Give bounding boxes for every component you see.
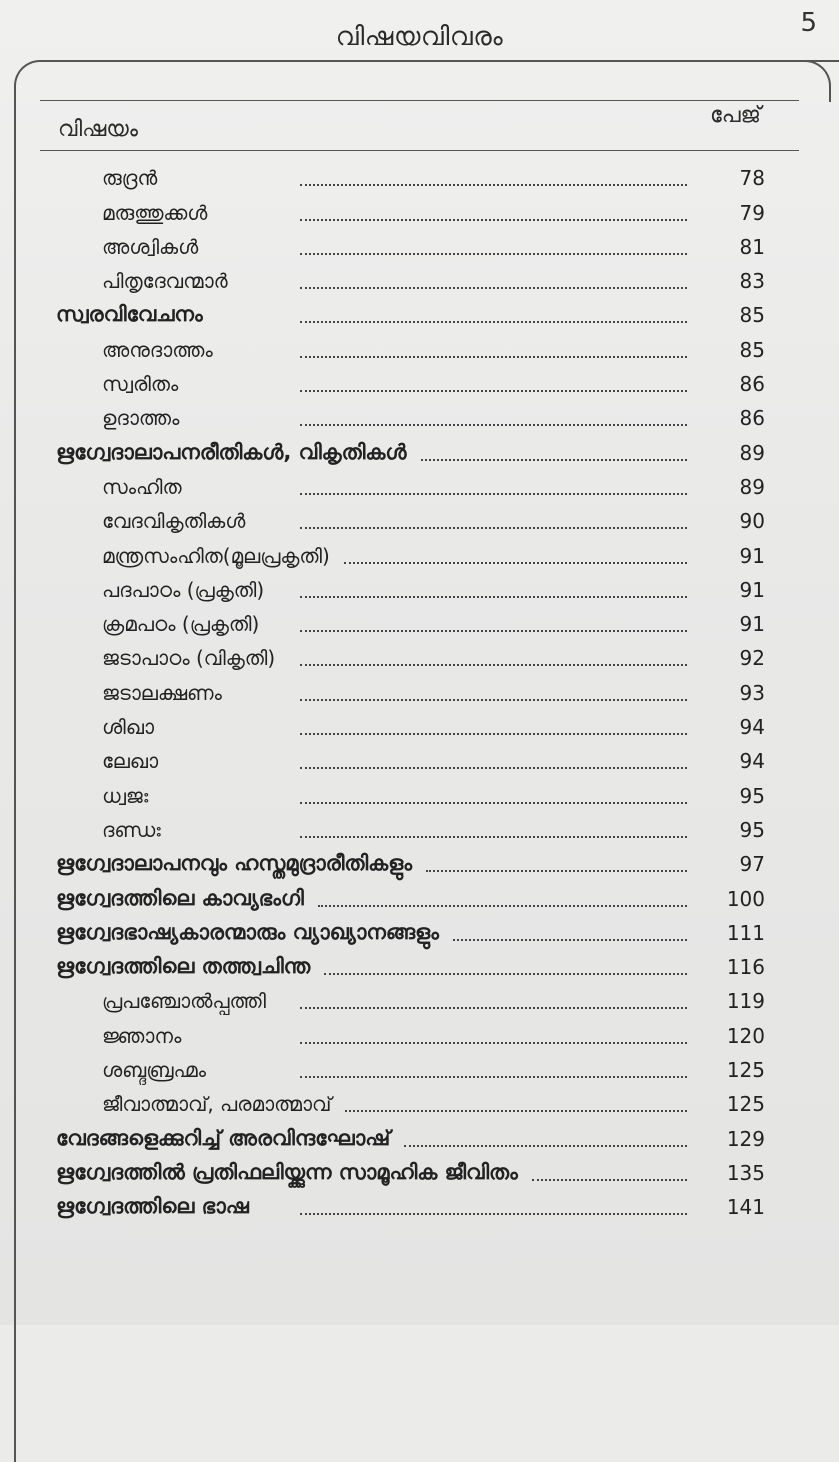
toc-page-number: 91	[739, 612, 765, 637]
toc-entry-label: വേദവികൃതികൾ	[102, 509, 246, 534]
toc-section-entry	[0, 1086, 839, 1120]
toc-page-number: 91	[739, 543, 765, 568]
toc-leader-dots	[300, 1213, 687, 1215]
toc-entry-label: സ്വരവിവേചനം	[56, 302, 203, 327]
toc-leader-dots	[426, 870, 687, 872]
toc-entry-label: മന്ത്രസംഹിത(മൂലപ്രകൃതി)	[102, 543, 330, 568]
toc-section-entry	[0, 674, 839, 708]
toc-entry-label: ഉദാത്തം	[102, 406, 180, 431]
toc-page-number: 100	[726, 886, 765, 911]
toc-entry-label: പിതൃദേവന്മാർ	[102, 269, 228, 294]
toc-leader-dots	[300, 493, 687, 495]
toc-leader-dots	[300, 287, 687, 289]
toc-leader-dots	[300, 356, 687, 358]
toc-entry-label: പദപാഠം (പ്രകൃതി)	[102, 577, 265, 602]
toc-page-number: 97	[739, 852, 765, 877]
toc-leader-dots	[300, 1042, 687, 1044]
toc-page-number: 86	[739, 406, 765, 431]
toc-entry-label: ലേഖാ	[102, 749, 159, 774]
toc-chapter-entry	[0, 846, 839, 880]
toc-leader-dots	[453, 939, 687, 941]
toc-leader-dots	[300, 596, 687, 598]
toc-chapter-entry	[0, 1189, 839, 1223]
toc-page-number: 95	[739, 783, 765, 808]
toc-leader-dots	[300, 767, 687, 769]
table-of-contents	[0, 160, 839, 1223]
toc-page-number: 125	[726, 1058, 765, 1083]
toc-leader-dots	[345, 1110, 687, 1112]
toc-section-entry	[0, 640, 839, 674]
column-header-page: പേജ്	[709, 103, 761, 128]
toc-page-number: 129	[726, 1126, 765, 1151]
toc-section-entry	[0, 503, 839, 537]
toc-section-entry	[0, 572, 839, 606]
toc-entry-label: ഋഗ്വേദത്തിലെ തത്ത്വചിന്ത	[56, 954, 311, 979]
toc-leader-dots	[300, 321, 687, 323]
toc-section-entry	[0, 812, 839, 846]
toc-chapter-entry	[0, 949, 839, 983]
toc-page-number: 85	[739, 337, 765, 362]
toc-leader-dots	[300, 184, 687, 186]
toc-leader-dots	[300, 219, 687, 221]
toc-entry-label: പ്രപഞ്ചോൽപ്പത്തി	[102, 989, 266, 1014]
toc-leader-dots	[344, 562, 687, 564]
column-header-subject: വിഷയം	[58, 117, 138, 142]
toc-page-number: 90	[739, 509, 765, 534]
toc-entry-label: ജടാപാഠം (വികൃതി)	[102, 646, 276, 671]
toc-leader-dots	[300, 733, 687, 735]
toc-chapter-entry	[0, 1155, 839, 1189]
toc-entry-label: ഋഗ്വേദാലാപനവും ഹസ്തമുദ്രാരീതികളും	[56, 851, 412, 876]
page-number: 5	[800, 8, 817, 38]
toc-page-number: 78	[739, 166, 765, 191]
toc-entry-label: ഋഗ്വേദത്തിൽ പ്രതിഫലിയ്ക്കുന്ന സാമൂഹിക ജീവിതം	[56, 1159, 518, 1184]
toc-leader-dots	[300, 390, 687, 392]
toc-page-number: 92	[739, 646, 765, 671]
toc-entry-label: അശ്വികൾ	[102, 234, 199, 259]
toc-page-number: 94	[739, 749, 765, 774]
toc-page-number: 94	[739, 715, 765, 740]
toc-entry-label: ഋഗ്വേദത്തിലെ കാവ്യഭംഗി	[56, 885, 304, 910]
toc-leader-dots	[318, 905, 687, 907]
toc-entry-label: മരുത്തുക്കൾ	[102, 200, 208, 225]
toc-page-number: 89	[739, 474, 765, 499]
toc-section-entry	[0, 331, 839, 365]
toc-page-number: 83	[739, 269, 765, 294]
toc-section-entry	[0, 160, 839, 194]
toc-entry-label: ധ്വജഃ	[102, 783, 149, 808]
toc-section-entry	[0, 537, 839, 571]
toc-leader-dots	[532, 1179, 687, 1181]
toc-entry-label: ശബ്ദബ്രഹ്മം	[102, 1058, 207, 1083]
toc-page-number: 135	[726, 1160, 765, 1185]
toc-page-number: 81	[739, 234, 765, 259]
toc-section-entry	[0, 366, 839, 400]
page-title: വിഷയവിവരം	[335, 22, 504, 52]
toc-section-entry	[0, 229, 839, 263]
toc-page-number: 86	[739, 372, 765, 397]
toc-entry-label: അനുദാത്തം	[102, 337, 213, 362]
toc-chapter-entry	[0, 915, 839, 949]
toc-leader-dots	[421, 459, 688, 461]
toc-page-number: 111	[726, 920, 765, 945]
toc-leader-dots	[300, 253, 687, 255]
toc-section-entry	[0, 1017, 839, 1051]
toc-entry-label: ജീവാത്മാവ്, പരമാത്മാവ്	[102, 1092, 332, 1117]
toc-leader-dots	[300, 802, 687, 804]
toc-entry-label: ഋഗ്വേദത്തിലെ ഭാഷ	[56, 1194, 249, 1219]
toc-leader-dots	[300, 1007, 687, 1009]
toc-page-number: 91	[739, 577, 765, 602]
toc-section-entry	[0, 1052, 839, 1086]
toc-page-number: 116	[726, 955, 765, 980]
toc-section-entry	[0, 983, 839, 1017]
toc-entry-label: ദണ്ഡഃ	[102, 817, 161, 842]
toc-page-number: 79	[739, 200, 765, 225]
toc-page-number: 95	[739, 817, 765, 842]
toc-chapter-entry	[0, 297, 839, 331]
toc-section-entry	[0, 194, 839, 228]
toc-section-entry	[0, 400, 839, 434]
toc-leader-dots	[404, 1145, 687, 1147]
toc-section-entry	[0, 469, 839, 503]
toc-leader-dots	[300, 1076, 687, 1078]
toc-entry-label: ശിഖാ	[102, 715, 155, 740]
toc-page-number: 141	[726, 1195, 765, 1220]
header-rule-top	[40, 100, 799, 101]
toc-leader-dots	[300, 836, 687, 838]
toc-page-number: 93	[739, 680, 765, 705]
toc-leader-dots	[300, 664, 687, 666]
toc-entry-label: സ്വരിതം	[102, 372, 179, 397]
toc-page-number: 120	[726, 1023, 765, 1048]
toc-page-number: 119	[726, 989, 765, 1014]
toc-entry-label: സംഹിത	[102, 474, 182, 499]
toc-leader-dots	[300, 699, 687, 701]
toc-section-entry	[0, 606, 839, 640]
toc-entry-label: ക്രമപഠം (പ്രകൃതി)	[102, 612, 260, 637]
toc-leader-dots	[300, 424, 687, 426]
toc-section-entry	[0, 743, 839, 777]
toc-section-entry	[0, 709, 839, 743]
header-rule-bottom	[40, 150, 799, 151]
toc-entry-label: ഋഗ്വേദാലാപനരീതികൾ, വികൃതികൾ	[56, 439, 407, 464]
toc-chapter-entry	[0, 1120, 839, 1154]
toc-entry-label: ജടാലക്ഷണം	[102, 680, 222, 705]
toc-entry-label: രുദ്രൻ	[102, 166, 158, 191]
toc-entry-label: വേദങ്ങളെക്കുറിച്ച് അരവിന്ദഘോഷ്	[56, 1125, 391, 1150]
toc-entry-label: ജ്ഞാനം	[102, 1023, 182, 1048]
toc-leader-dots	[300, 527, 687, 529]
toc-page-number: 85	[739, 303, 765, 328]
toc-chapter-entry	[0, 880, 839, 914]
toc-chapter-entry	[0, 434, 839, 468]
toc-leader-dots	[324, 973, 687, 975]
toc-page-number: 125	[726, 1092, 765, 1117]
toc-leader-dots	[300, 630, 687, 632]
toc-section-entry	[0, 263, 839, 297]
toc-entry-label: ഋഗ്വേദഭാഷ്യകാരന്മാരും വ്യാഖ്യാനങ്ങളും	[56, 919, 439, 944]
toc-page-number: 89	[739, 440, 765, 465]
toc-section-entry	[0, 777, 839, 811]
